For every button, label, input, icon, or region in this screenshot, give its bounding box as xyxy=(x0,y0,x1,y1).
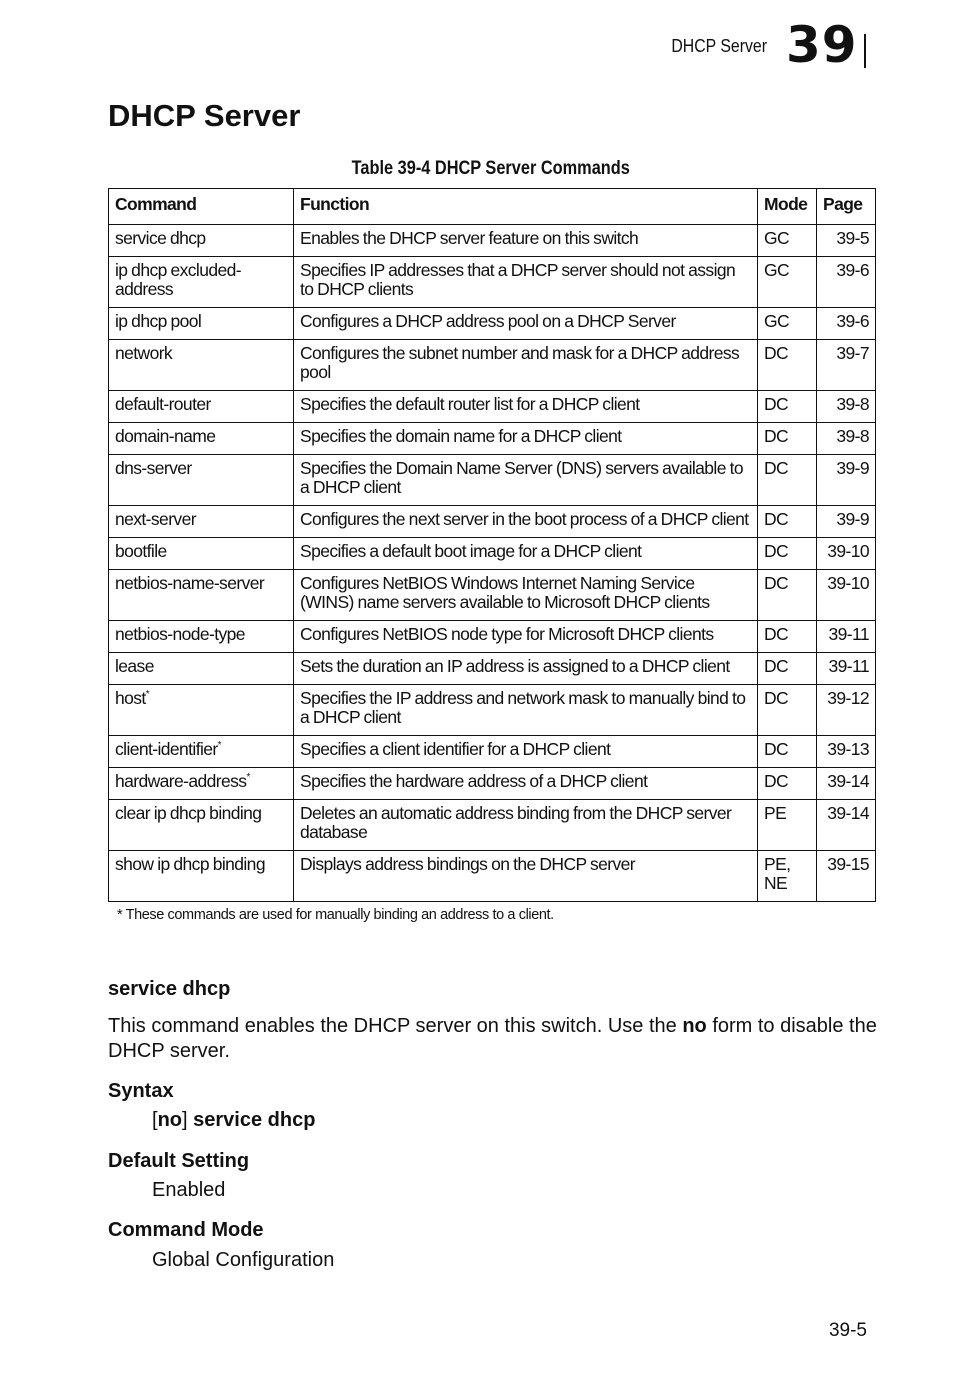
table-row xyxy=(109,506,876,538)
cell-command xyxy=(109,308,294,340)
cell-command xyxy=(109,538,294,570)
cell-page: 39-10 xyxy=(817,570,876,621)
table-row xyxy=(109,225,876,257)
cell-mode: DC xyxy=(758,340,817,391)
cell-mode: DC xyxy=(758,768,817,800)
cell-page: 39-10 xyxy=(817,538,876,570)
default-setting-heading: Default Setting xyxy=(108,1150,250,1172)
chapter-divider xyxy=(864,34,866,68)
cell-command xyxy=(109,621,294,653)
command-name: show ip dhcp binding xyxy=(115,854,265,874)
cell-mode: DC xyxy=(758,685,817,736)
footnote-marker: * xyxy=(145,689,149,701)
cell-command xyxy=(109,455,294,506)
cell-function: Specifies IP addresses that a DHCP server should not assign to DHCP clients xyxy=(294,257,758,308)
cell-command xyxy=(109,506,294,538)
column-header-page: Page xyxy=(817,189,876,225)
table-row xyxy=(109,685,876,736)
cell-mode: PE, NE xyxy=(758,851,817,902)
cell-mode: PE xyxy=(758,800,817,851)
cell-page: 39-9 xyxy=(817,506,876,538)
command-mode-value: Global Configuration xyxy=(152,1249,335,1271)
cell-command xyxy=(109,225,294,257)
cell-command xyxy=(109,768,294,800)
command-name: default-router xyxy=(115,394,211,414)
syntax-line xyxy=(152,1109,315,1132)
cell-mode: DC xyxy=(758,423,817,455)
command-name: client-identifier xyxy=(115,739,218,759)
table-header-row xyxy=(109,189,876,225)
chapter-number: 39 xyxy=(786,16,858,74)
command-name: hardware-address xyxy=(115,771,247,791)
command-name: service dhcp xyxy=(115,228,206,248)
table-row xyxy=(109,851,876,902)
cell-page: 39-5 xyxy=(817,225,876,257)
cell-function: Specifies a client identifier for a DHCP client xyxy=(294,736,758,768)
cell-function: Configures NetBIOS node type for Microsoft DHCP clients xyxy=(294,621,758,653)
cell-command xyxy=(109,423,294,455)
table-row xyxy=(109,800,876,851)
cell-function: Configures NetBIOS Windows Internet Naming Service (WINS) name servers available to Microsoft DHCP clients xyxy=(294,570,758,621)
syntax-optional-keyword: no xyxy=(157,1109,182,1131)
syntax-close-bracket: ] xyxy=(182,1109,188,1131)
table-caption-text: Table 39-4 DHCP Server Commands xyxy=(351,158,631,179)
command-name: netbios-node-type xyxy=(115,624,245,644)
cell-mode: DC xyxy=(758,736,817,768)
default-setting-value: Enabled xyxy=(152,1179,226,1201)
cell-mode: DC xyxy=(758,455,817,506)
cell-function: Deletes an automatic address binding from the DHCP server database xyxy=(294,800,758,851)
table-row xyxy=(109,391,876,423)
command-name: ip dhcp excluded-address xyxy=(115,260,241,299)
table-row xyxy=(109,736,876,768)
cell-page: 39-7 xyxy=(817,340,876,391)
page-title: DHCP Server xyxy=(108,98,301,133)
cell-page: 39-13 xyxy=(817,736,876,768)
cell-function: Specifies a default boot image for a DHCP client xyxy=(294,538,758,570)
cell-function: Configures the next server in the boot process of a DHCP client xyxy=(294,506,758,538)
cell-function: Specifies the hardware address of a DHCP client xyxy=(294,768,758,800)
cell-function: Configures a DHCP address pool on a DHCP Server xyxy=(294,308,758,340)
command-name: ip dhcp pool xyxy=(115,311,202,331)
cell-mode: DC xyxy=(758,391,817,423)
cell-function: Specifies the Domain Name Server (DNS) servers available to a DHCP client xyxy=(294,455,758,506)
command-name: domain-name xyxy=(115,426,216,446)
cell-function: Specifies the domain name for a DHCP client xyxy=(294,423,758,455)
command-name: host xyxy=(115,688,146,708)
command-name: netbios-name-server xyxy=(115,573,265,593)
cell-function: Specifies the default router list for a DHCP client xyxy=(294,391,758,423)
description-text-after: form to disable the DHCP server. xyxy=(108,1015,877,1062)
section-description xyxy=(108,1014,878,1064)
command-name: clear ip dhcp binding xyxy=(115,803,262,823)
cell-command xyxy=(109,800,294,851)
table-row xyxy=(109,570,876,621)
description-keyword: no xyxy=(682,1015,707,1037)
table-row xyxy=(109,340,876,391)
column-header-command: Command xyxy=(109,189,294,225)
syntax-command: service dhcp xyxy=(193,1109,316,1131)
commands-table xyxy=(108,188,876,902)
running-header-title: DHCP Server xyxy=(671,36,767,56)
description-text-before: This command enables the DHCP server on this switch. Use the xyxy=(108,1015,683,1037)
cell-command xyxy=(109,653,294,685)
cell-mode: DC xyxy=(758,570,817,621)
section-title: service dhcp xyxy=(108,978,231,1000)
table-row xyxy=(109,621,876,653)
table-row xyxy=(109,257,876,308)
cell-page: 39-8 xyxy=(817,391,876,423)
command-name: next-server xyxy=(115,509,196,529)
cell-command xyxy=(109,570,294,621)
cell-mode: DC xyxy=(758,621,817,653)
cell-page: 39-11 xyxy=(817,653,876,685)
cell-page: 39-11 xyxy=(817,621,876,653)
cell-mode: GC xyxy=(758,225,817,257)
footnote-marker: * xyxy=(217,740,221,752)
table-row xyxy=(109,455,876,506)
cell-function: Sets the duration an IP address is assigned to a DHCP client xyxy=(294,653,758,685)
page-number: 39-5 xyxy=(828,1320,867,1341)
table-row xyxy=(109,423,876,455)
table-caption xyxy=(108,158,874,180)
syntax-heading: Syntax xyxy=(108,1080,174,1102)
cell-page: 39-9 xyxy=(817,455,876,506)
cell-function: Enables the DHCP server feature on this switch xyxy=(294,225,758,257)
cell-command xyxy=(109,685,294,736)
cell-mode: DC xyxy=(758,506,817,538)
table-row xyxy=(109,308,876,340)
cell-page: 39-12 xyxy=(817,685,876,736)
cell-mode: DC xyxy=(758,653,817,685)
cell-function: Configures the subnet number and mask for a DHCP address pool xyxy=(294,340,758,391)
table-row xyxy=(109,768,876,800)
syntax-open-bracket: [ xyxy=(152,1109,158,1131)
table-body xyxy=(109,225,876,902)
command-name: dns-server xyxy=(115,458,192,478)
table-row xyxy=(109,538,876,570)
cell-command xyxy=(109,257,294,308)
column-header-mode: Mode xyxy=(758,189,817,225)
cell-mode: DC xyxy=(758,538,817,570)
command-name: network xyxy=(115,343,173,363)
table-row xyxy=(109,653,876,685)
cell-page: 39-14 xyxy=(817,768,876,800)
column-header-function: Function xyxy=(294,189,758,225)
command-name: lease xyxy=(115,656,154,676)
command-mode-heading: Command Mode xyxy=(108,1219,264,1241)
cell-mode: GC xyxy=(758,257,817,308)
cell-function: Specifies the IP address and network mask to manually bind to a DHCP client xyxy=(294,685,758,736)
cell-command xyxy=(109,340,294,391)
cell-command xyxy=(109,851,294,902)
cell-page: 39-15 xyxy=(817,851,876,902)
command-name: bootfile xyxy=(115,541,167,561)
cell-command xyxy=(109,391,294,423)
footnote-marker: * xyxy=(246,772,250,784)
table-footnote: * These commands are used for manually binding an address to a client. xyxy=(117,907,554,923)
cell-page: 39-14 xyxy=(817,800,876,851)
cell-function: Displays address bindings on the DHCP server xyxy=(294,851,758,902)
cell-mode: GC xyxy=(758,308,817,340)
cell-page: 39-6 xyxy=(817,257,876,308)
cell-page: 39-6 xyxy=(817,308,876,340)
cell-command xyxy=(109,736,294,768)
cell-page: 39-8 xyxy=(817,423,876,455)
